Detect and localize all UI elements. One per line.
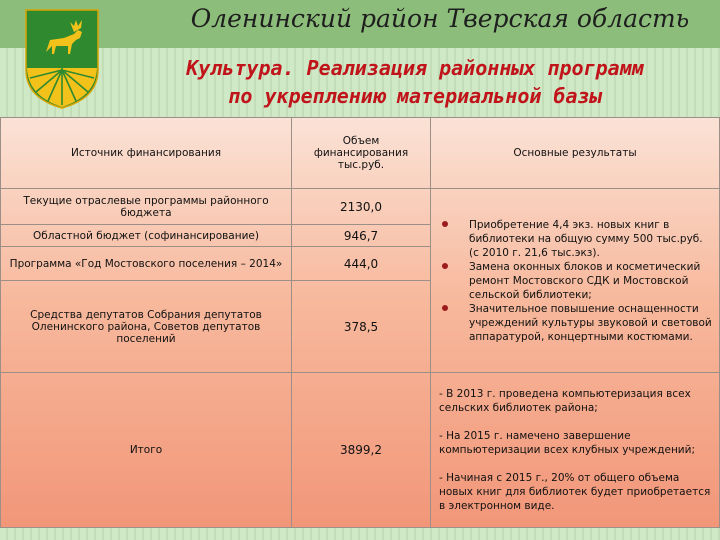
total-amount: 3899,2 bbox=[292, 373, 431, 528]
row-amount: 444,0 bbox=[292, 247, 431, 281]
financing-table bbox=[0, 117, 720, 528]
slide-title-line-2: по укреплению материальной базы bbox=[228, 84, 602, 108]
row-source: Программа «Год Мостовского поселения – 2014» bbox=[1, 247, 292, 281]
list-item bbox=[469, 302, 715, 344]
notes-cell bbox=[431, 373, 720, 528]
bullet-icon bbox=[442, 221, 448, 227]
header-results: Основные результаты bbox=[431, 118, 720, 189]
slide-title bbox=[110, 54, 720, 110]
header-amount: Объем финансирования тыс.руб. bbox=[292, 118, 431, 189]
bullet-icon bbox=[442, 305, 448, 311]
header-source: Источник финансирования bbox=[1, 118, 292, 189]
note-text: - В 2013 г. проведена компьютеризация всех сельских библиотек района; bbox=[439, 388, 691, 414]
list-item bbox=[469, 260, 715, 302]
row-amount: 378,5 bbox=[292, 281, 431, 373]
region-title: Оленинский район Тверская область bbox=[190, 4, 690, 33]
row-source: Областной бюджет (софинансирование) bbox=[1, 225, 292, 247]
table-row bbox=[1, 189, 720, 225]
row-amount: 2130,0 bbox=[292, 189, 431, 225]
total-row bbox=[1, 373, 720, 528]
coat-of-arms-emblem bbox=[24, 8, 100, 110]
note-text: - Начиная с 2015 г., 20% от общего объема новых книг для библиотек будет приобретается в электронном виде. bbox=[439, 472, 711, 512]
result-text: Замена оконных блоков и косметический ремонт Мостовского СДК и Мостовской сельской библиотеки; bbox=[469, 260, 701, 301]
row-source: Текущие отраслевые программы районного бюджета bbox=[1, 189, 292, 225]
list-item bbox=[469, 218, 715, 260]
slide-title-line-1: Культура. Реализация районных программ bbox=[186, 56, 644, 80]
results-cell bbox=[431, 189, 720, 373]
total-label: Итого bbox=[1, 373, 292, 528]
result-text: Приобретение 4,4 экз. новых книг в библиотеки на общую сумму 500 тыс.руб. (с 2010 г. 21,6 тыс.экз). bbox=[469, 218, 703, 259]
row-amount: 946,7 bbox=[292, 225, 431, 247]
note-text: - На 2015 г. намечено завершение компьютеризации всех клубных учреждений; bbox=[439, 430, 695, 456]
result-text: Значительное повышение оснащенности учреждений культуры звуковой и световой аппаратурой, концертными костюмами. bbox=[469, 302, 712, 343]
row-source: Средства депутатов Собрания депутатов Оленинского района, Советов депутатов поселений bbox=[1, 281, 292, 373]
results-list bbox=[435, 218, 715, 344]
bullet-icon bbox=[442, 263, 448, 269]
table-header-row bbox=[1, 118, 720, 189]
